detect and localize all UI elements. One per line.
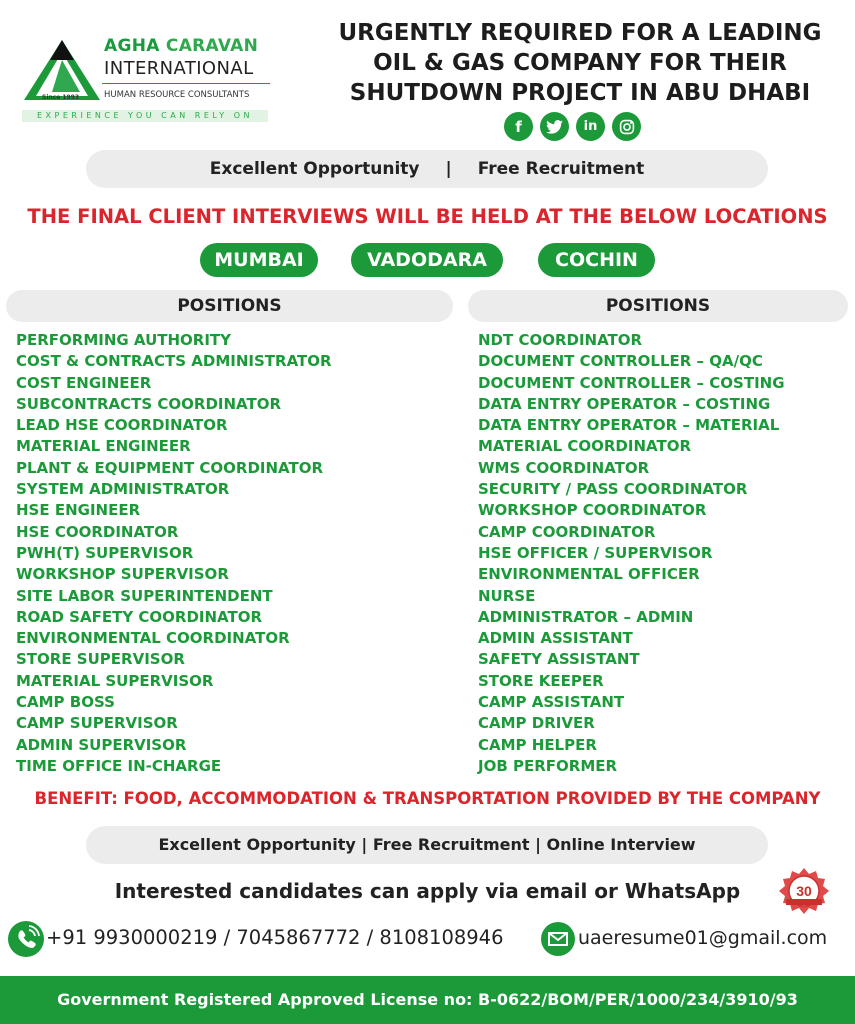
list-item: NURSE <box>478 586 536 605</box>
list-item: PLANT & EQUIPMENT COORDINATOR <box>16 458 324 477</box>
list-item: MATERIAL ENGINEER <box>16 437 191 456</box>
positions-header-right: POSITIONS <box>468 290 848 322</box>
list-item: PERFORMING AUTHORITY <box>16 331 232 349</box>
positions-list-left <box>16 330 456 777</box>
list-item: CAMP DRIVER <box>478 714 595 733</box>
headline <box>318 18 842 108</box>
list-item: ADMIN SUPERVISOR <box>16 735 187 754</box>
list-item: WORKSHOP SUPERVISOR <box>16 565 229 584</box>
list-item: LEAD HSE COORDINATOR <box>16 416 228 435</box>
recruitment-text: Free Recruitment <box>477 159 645 179</box>
whatsapp-phone-icon <box>8 921 44 957</box>
list-item: ENVIRONMENTAL COORDINATOR <box>16 629 290 648</box>
pill-separator: | <box>445 159 452 179</box>
list-item: HSE COORDINATOR <box>16 522 179 541</box>
list-item: NDT COORDINATOR <box>478 331 643 349</box>
logo-brand-line2: INTERNATIONAL <box>104 58 254 79</box>
list-item: STORE SUPERVISOR <box>16 650 185 669</box>
logo-since: Since 1993 <box>42 94 80 101</box>
list-item: CAMP ASSISTANT <box>478 693 625 712</box>
interview-notice: THE FINAL CLIENT INTERVIEWS WILL BE HELD AT THE BELOW LOCATIONS <box>27 205 828 228</box>
company-logo <box>22 30 272 125</box>
benefit-text: BENEFIT: FOOD, ACCOMMODATION & TRANSPORTATION PROVIDED BY THE COMPANY <box>34 789 821 808</box>
facebook-icon[interactable]: f <box>504 112 533 141</box>
email-address[interactable]: uaeresume01@gmail.com <box>578 927 828 949</box>
list-item: COST & CONTRACTS ADMINISTRATOR <box>16 352 332 371</box>
social-links <box>504 112 641 142</box>
list-item: SUBCONTRACTS COORDINATOR <box>16 394 282 413</box>
list-item: ENVIRONMENTAL OFFICER <box>478 565 700 584</box>
headline-line1: URGENTLY REQUIRED FOR A LEADING <box>338 20 822 46</box>
positions-list-right <box>478 330 848 777</box>
list-item: MATERIAL COORDINATOR <box>478 437 691 456</box>
badge-number: 30 <box>796 883 812 899</box>
list-item: HSE ENGINEER <box>16 501 141 520</box>
linkedin-icon[interactable]: in <box>576 112 605 141</box>
phone-numbers[interactable]: +91 9930000219 / 7045867772 / 8108108946 <box>46 926 504 949</box>
list-item: DOCUMENT CONTROLLER – QA/QC <box>478 352 763 371</box>
list-item: TIME OFFICE IN-CHARGE <box>16 756 222 775</box>
list-item: DOCUMENT CONTROLLER – COSTING <box>478 373 785 392</box>
list-item: SYSTEM ADMINISTRATOR <box>16 480 230 499</box>
email-icon <box>541 922 575 956</box>
list-item: CAMP BOSS <box>16 693 115 712</box>
list-item: ADMINISTRATOR – ADMIN <box>478 607 694 626</box>
list-item: CAMP HELPER <box>478 735 597 754</box>
list-item: SITE LABOR SUPERINTENDENT <box>16 586 273 605</box>
anniversary-badge-icon <box>778 866 830 916</box>
list-item: PWH(T) SUPERVISOR <box>16 543 194 562</box>
list-item: SECURITY / PASS COORDINATOR <box>478 480 748 499</box>
list-item: STORE KEEPER <box>478 671 604 690</box>
list-item: MATERIAL SUPERVISOR <box>16 671 214 690</box>
headline-line3: SHUTDOWN PROJECT IN ABU DHABI <box>349 80 811 106</box>
list-item: DATA ENTRY OPERATOR – COSTING <box>478 394 771 413</box>
list-item: ADMIN ASSISTANT <box>478 629 633 648</box>
positions-header-left: POSITIONS <box>6 290 453 322</box>
location-cochin: COCHIN <box>538 243 655 277</box>
logo-tagline: EXPERIENCE YOU CAN RELY ON <box>22 110 268 122</box>
location-mumbai: MUMBAI <box>200 243 318 277</box>
license-footer: Government Registered Approved License no: B-0622/BOM/PER/1000/234/3910/93 <box>0 976 855 1024</box>
location-vadodara: VADODARA <box>351 243 503 277</box>
opportunity-text: Excellent Opportunity <box>209 159 420 179</box>
list-item: ROAD SAFETY COORDINATOR <box>16 607 263 626</box>
list-item: HSE OFFICER / SUPERVISOR <box>478 543 713 562</box>
logo-divider <box>102 83 270 84</box>
twitter-icon[interactable] <box>540 112 569 141</box>
list-item: SAFETY ASSISTANT <box>478 650 640 669</box>
list-item: DATA ENTRY OPERATOR – MATERIAL <box>478 416 780 435</box>
list-item: WMS COORDINATOR <box>478 458 650 477</box>
bottom-highlight-pill: Excellent Opportunity | Free Recruitment | Online Interview <box>86 826 768 864</box>
list-item: CAMP COORDINATOR <box>478 522 656 541</box>
logo-mountain-icon <box>22 38 102 102</box>
list-item: CAMP SUPERVISOR <box>16 714 178 733</box>
logo-subtitle: HUMAN RESOURCE CONSULTANTS <box>104 90 250 100</box>
logo-brand-line1: AGHA CARAVAN <box>104 36 259 56</box>
top-highlight-pill <box>86 150 768 188</box>
instagram-icon[interactable] <box>612 112 641 141</box>
headline-line2: OIL & GAS COMPANY FOR THEIR <box>373 50 787 76</box>
list-item: COST ENGINEER <box>16 373 152 392</box>
apply-instructions: Interested candidates can apply via email or WhatsApp <box>114 879 741 903</box>
list-item: WORKSHOP COORDINATOR <box>478 501 707 520</box>
list-item: JOB PERFORMER <box>478 756 618 775</box>
